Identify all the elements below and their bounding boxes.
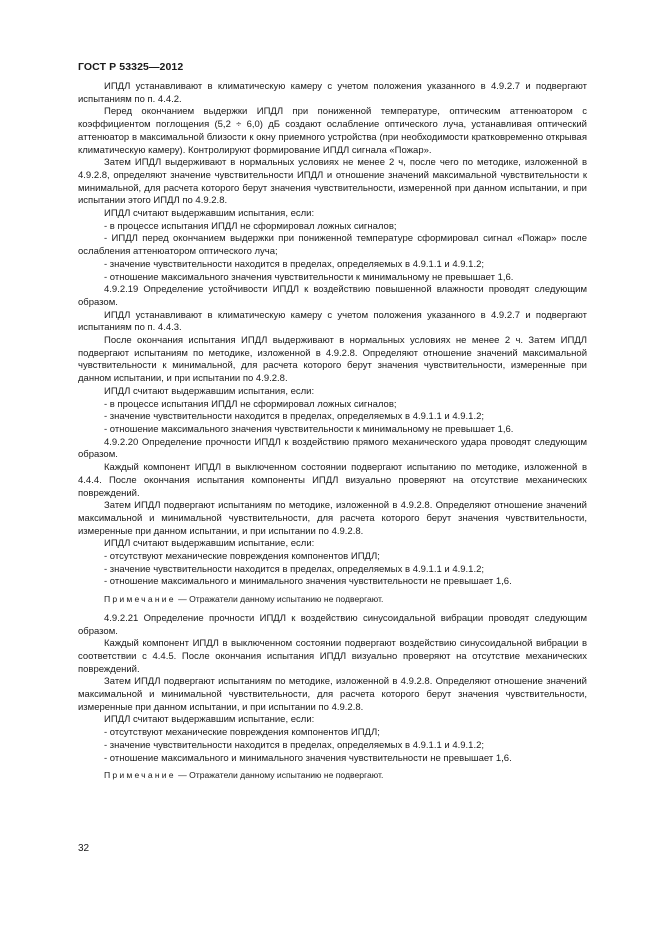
document-body [78, 81, 587, 789]
paragraph: ИПДЛ считают выдержавшим испытание, если: [104, 538, 315, 550]
list-item: - значение чувствительности находится в пределах, определяемых в 4.9.1.1 и 4.9.1.2; [104, 411, 485, 423]
list-item: - отсутствуют механические повреждения компонентов ИПДЛ; [104, 551, 380, 563]
paragraph: После окончания испытания ИПДЛ выдерживают в нормальных условиях не менее 2 ч. Затем ИПДЛ подвергают испытаниям по методике, изложенной в 4.9.2.8. Определяют отношение значений максимальной чувствительности к минимальной, для расчета которого берут значения чувствительности, измеренные при данном испытании, и при испытании по 4.9.2.8. [78, 335, 587, 385]
paragraph: ИПДЛ считают выдержавшим испытания, если: [104, 208, 315, 220]
paragraph: ИПДЛ считают выдержавшим испытание, если: [104, 714, 315, 726]
paragraph: Затем ИПДЛ подвергают испытаниям по методике, изложенной в 4.9.2.8. Определяют отношение значений максимальной и минимальной чувствительности, для расчета которого берут значения чувствительности, измеренные при данном испытании, и при испытании по 4.9.2.8. [78, 676, 587, 713]
paragraph: ИПДЛ устанавливают в климатическую камеру с учетом положения указанного в 4.9.2.7 и подвергают испытаниям по п. 4.4.2. [78, 81, 587, 105]
list-item: - значение чувствительности находится в пределах, определяемых в 4.9.1.1 и 4.9.1.2; [104, 563, 485, 575]
list-item: - значение чувствительности находится в пределах, определяемых в 4.9.1.1 и 4.9.1.2; [104, 739, 485, 751]
list-item: - отношение максимального значения чувствительности к минимальному не превышает 1,6. [104, 271, 514, 283]
list-item: - отсутствуют механические повреждения компонентов ИПДЛ; [104, 727, 380, 739]
paragraph: Затем ИПДЛ выдерживают в нормальных условиях не менее 2 ч, после чего по методике, изложенной в 4.9.2.8, определяют значение чувствительности ИПДЛ и отношение значений максимальной чувствительности к минимальной, для расчета которого берут значения чувствительности, измеренной при данном испытании, и при испытании этого ИПДЛ по 4.9.2.8. [78, 157, 587, 207]
list-item: - ИПДЛ перед окончанием выдержки при пониженной температуре сформировал сигнал «Пожар» после ослабления аттенюатором оптического луча; [78, 233, 587, 258]
note [78, 769, 587, 782]
note-text: — Отражатели данному испытанию не подвергают. [178, 770, 384, 781]
note [78, 593, 587, 606]
list-item: - отношение максимального значения чувствительности к минимальному не превышает 1,6. [104, 423, 514, 435]
list-item: - отношение максимального и минимального значения чувствительности не превышает 1,6. [104, 576, 512, 588]
document-header: ГОСТ Р 53325—2012 [78, 61, 184, 73]
section-heading: 4.9.2.19 Определение устойчивости ИПДЛ к воздействию повышенной влажности проводят следующим образом. [78, 284, 587, 308]
paragraph: Каждый компонент ИПДЛ в выключенном состоянии подвергают воздействию синусоидальной вибрации в соответствии с 4.4.5. После окончания испытания ИПДЛ визуально проверяют на отсутствие механических повреждений. [78, 638, 587, 675]
list-item: - значение чувствительности находится в пределах, определяемых в 4.9.1.1 и 4.9.1.2; [104, 258, 485, 270]
list-item: - в процессе испытания ИПДЛ не сформировал ложных сигналов; [104, 398, 397, 410]
section-heading: 4.9.2.20 Определение прочности ИПДЛ к воздействию прямого механического удара проводят следующим образом. [78, 436, 587, 461]
paragraph: Перед окончанием выдержки ИПДЛ при пониженной температуре, оптическим аттенюатором с коэффициентом поглощения (5,2 ÷ 6,0) дБ создают ослабление оптического луча, устанавливая оптический аттенюатор в максимальной близости к окну приемного устройства (при необходимости кратковременно открывая климатическую камеру). Контролируют формирование ИПДЛ сигнала «Пожар». [78, 106, 587, 156]
page-number: 32 [78, 843, 90, 854]
section-heading: 4.9.2.21 Определение прочности ИПДЛ к воздействию синусоидальной вибрации проводят следующим образом. [78, 612, 587, 637]
paragraph: ИПДЛ считают выдержавшим испытания, если: [104, 385, 315, 397]
paragraph: Затем ИПДЛ подвергают испытаниям по методике, изложенной в 4.9.2.8. Определяют отношение значений максимальной и минимальной чувствительности, для расчета которого берут значения чувствительности, измеренные при данном испытании, и при испытании по 4.9.2.8. [78, 500, 587, 537]
list-item: - в процессе испытания ИПДЛ не сформировал ложных сигналов; [104, 220, 397, 232]
note-label: Примечание [104, 594, 176, 605]
list-item: - отношение максимального и минимального значения чувствительности не превышает 1,6. [104, 752, 512, 764]
note-label: Примечание [104, 770, 176, 781]
note-text: — Отражатели данному испытанию не подвергают. [178, 594, 384, 605]
paragraph: ИПДЛ устанавливают в климатическую камеру с учетом положения указанного в 4.9.2.7 и подвергают испытаниям по п. 4.4.3. [78, 309, 587, 334]
paragraph: Каждый компонент ИПДЛ в выключенном состоянии подвергают испытанию по методике, изложенной в 4.4.4. После окончания испытания компоненты ИПДЛ визуально проверяют на отсутствие механических повреждений. [78, 462, 587, 499]
